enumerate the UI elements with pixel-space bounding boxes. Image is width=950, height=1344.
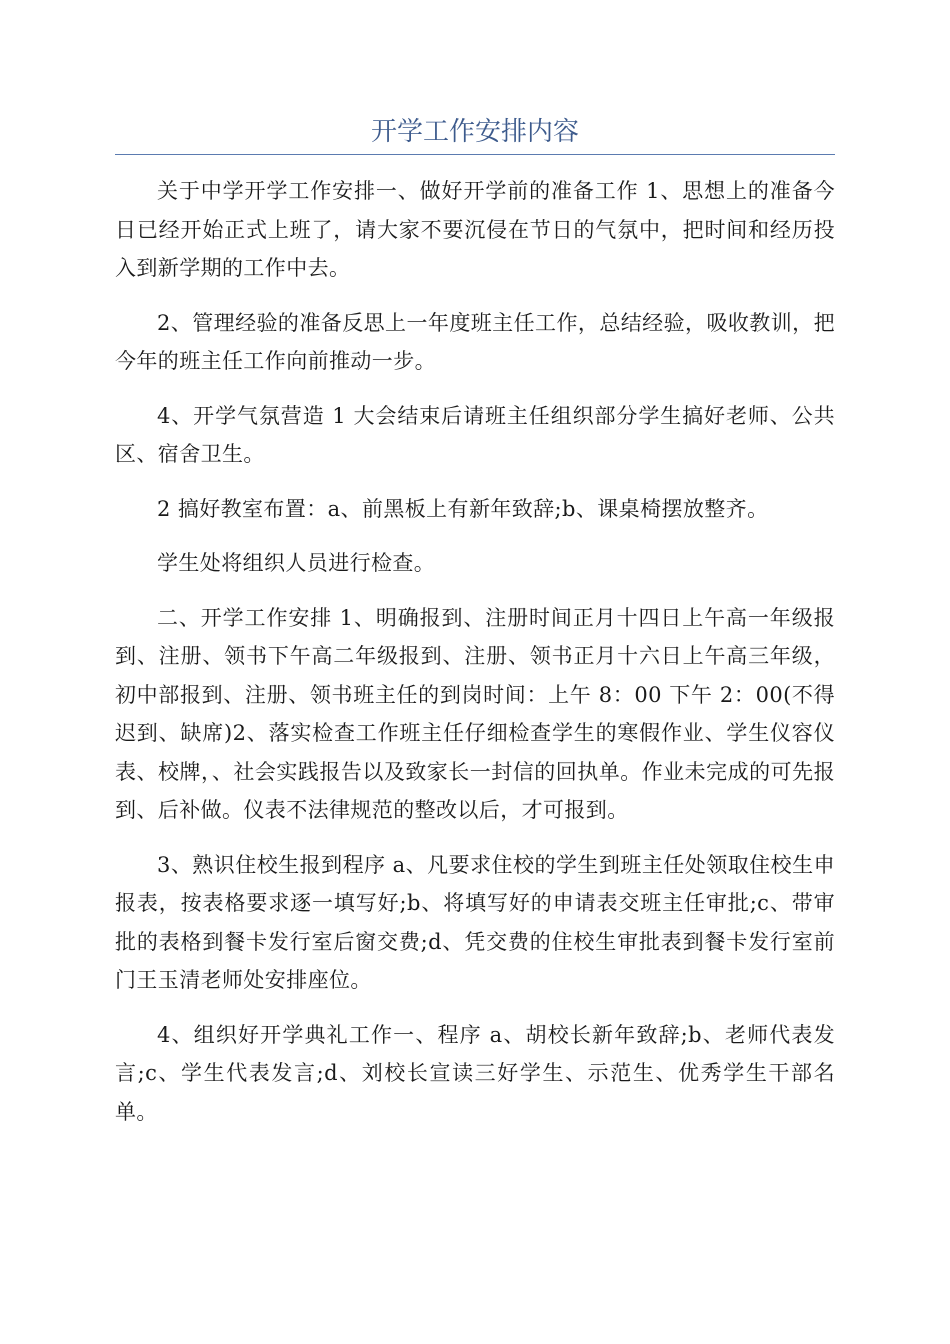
paragraph-atmosphere: 4、开学气氛营造 1 大会结束后请班主任组织部分学生搞好老师、公共区、宿舍卫生。 [115, 403, 835, 466]
document-body [115, 172, 835, 1147]
paragraph-intro: 关于中学开学工作安排一、做好开学前的准备工作 1、思想上的准备今日已经开始正式上班了，请大家不要沉侵在节日的气氛中，把时间和经历投入到新学期的工作中去。 [115, 179, 835, 280]
document-title: 开学工作安排内容 [370, 117, 579, 147]
paragraph-classroom: 2 搞好教室布置：a、前黑板上有新年致辞;b、课桌椅摆放整齐。 [157, 496, 769, 521]
paragraph-ceremony: 4、组织好开学典礼工作一、程序 a、胡校长新年致辞;b、老师代表发言;c、学生代表发言;d、刘校长宣读三好学生、示范生、优秀学生干部名单。 [115, 1022, 835, 1124]
paragraph-inspection: 学生处将组织人员进行检查。 [157, 551, 436, 575]
paragraph-boarding: 3、熟识住校生报到程序 a、凡要求住校的学生到班主任处领取住校生申报表，按表格要求逐一填写好;b、将填写好的申请表交班主任审批;c、带审批的表格到餐卡发行室后窗交费;d、凭交费的住校生审批表到餐卡发行室前门王玉清老师处安排座位。 [115, 852, 835, 992]
paragraph-management: 2、管理经验的准备反思上一年度班主任工作，总结经验，吸收教训，把今年的班主任工作向前推动一步。 [115, 310, 835, 373]
title-underline [115, 154, 835, 155]
paragraph-schedule: 二、开学工作安排 1、明确报到、注册时间正月十四日上午高一年级报到、注册、领书下午高二年级报到、注册、领书正月十六日上午高三年级，初中部报到、注册、领书班主任的到岗时间：上午 8：00 下午 2：00(不得迟到、缺席)2、落实检查工作班主任仔细检查学生的寒假作业、学生仪容仪表、校牌，、社会实践报告以及致家长一封信的回执单。作业未完成的可先报到、后补做。仪表不法律规范的整改以后，才可报到。 [115, 605, 835, 822]
